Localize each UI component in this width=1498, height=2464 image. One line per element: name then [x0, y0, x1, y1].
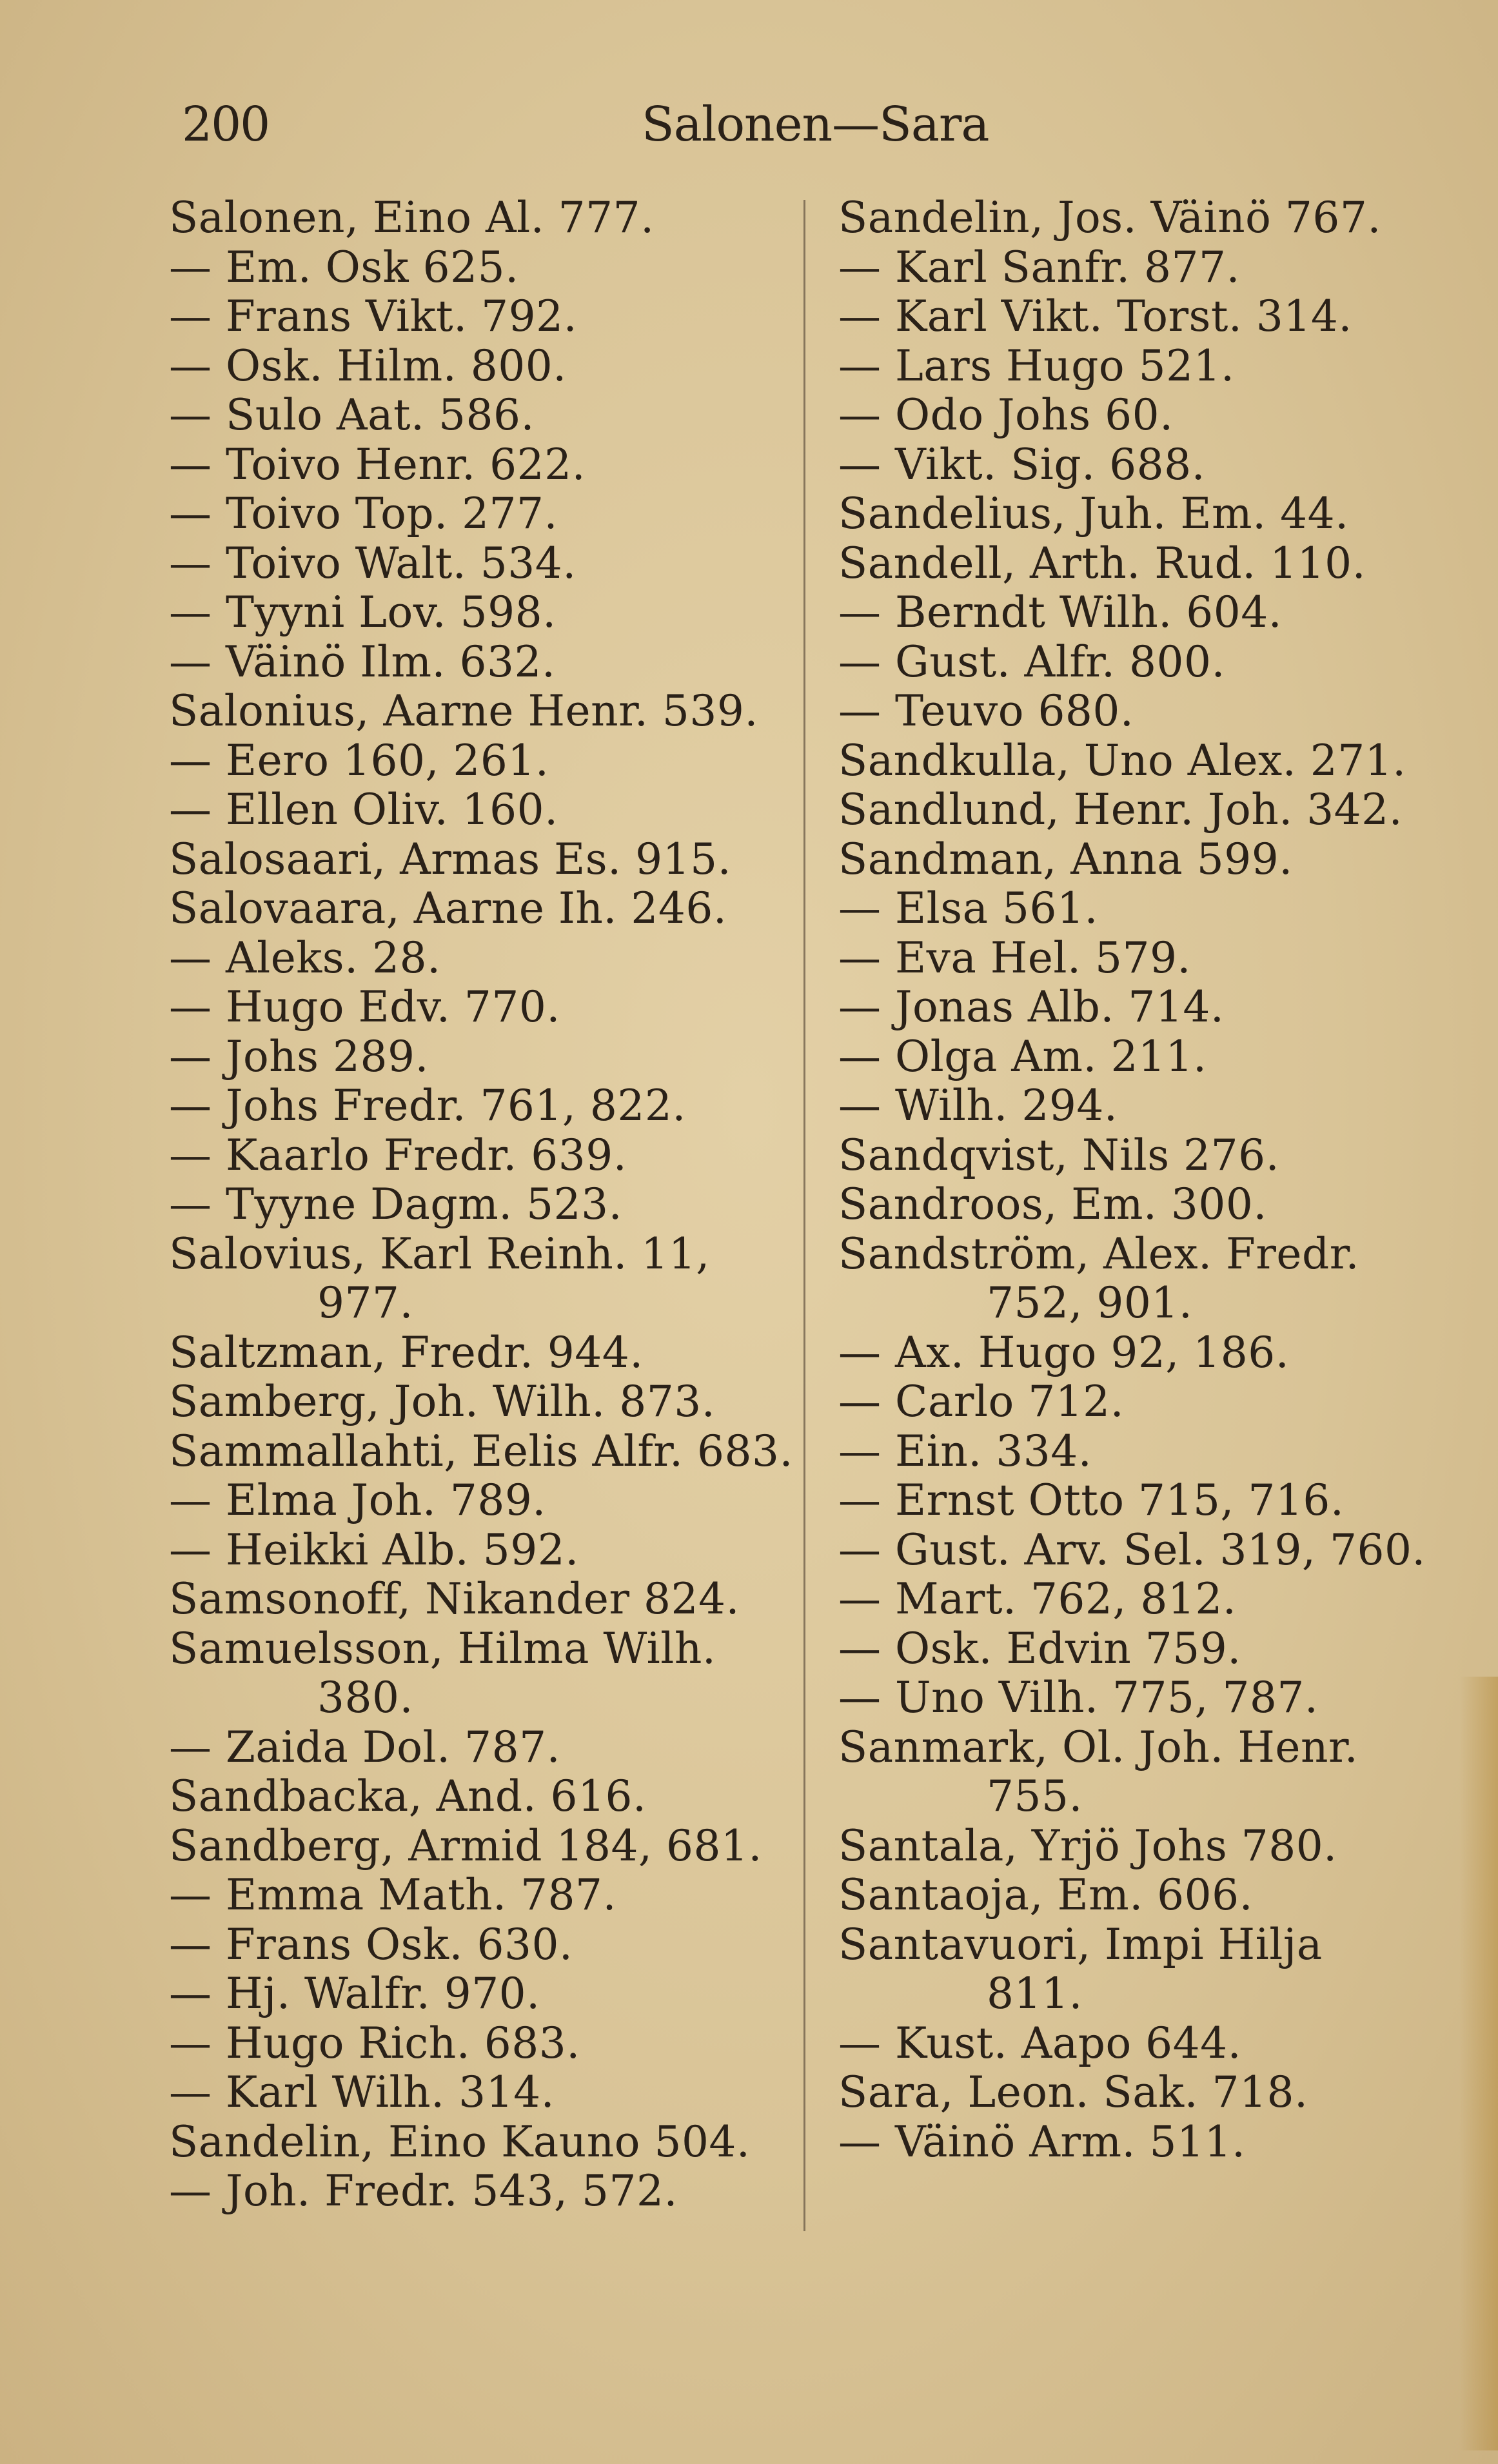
index-entry: — Ernst Otto 715, 716.	[838, 1475, 1345, 1525]
index-entry: — Karl Wilh. 314.	[169, 2067, 555, 2117]
index-entry-continuation: 755.	[987, 1771, 1083, 1821]
index-entry: Samuelsson, Hilma Wilh.	[169, 1623, 716, 1673]
right-column	[838, 193, 1457, 2167]
index-entry: — Heikki Alb. 592.	[169, 1524, 579, 1575]
index-entry: Sandelin, Jos. Väinö 767.	[838, 193, 1381, 242]
index-entry: Sandelin, Eino Kauno 504.	[169, 2116, 751, 2167]
index-entry: Sandbacka, And. 616.	[169, 1771, 647, 1821]
index-entry: — Osk. Hilm. 800.	[169, 340, 567, 391]
index-entry: — Ellen Oliv. 160.	[169, 785, 558, 834]
page-number: 200	[182, 97, 270, 152]
index-entry: Salonen, Eino Al. 777.	[169, 193, 655, 242]
index-entry: — Eva Hel. 579.	[838, 932, 1191, 983]
index-entry: — Osk. Edvin 759.	[838, 1623, 1241, 1673]
index-entry: — Jonas Alb. 714.	[838, 982, 1225, 1032]
index-entry: — Zaida Dol. 787.	[169, 1722, 561, 1772]
index-entry: — Ax. Hugo 92, 186.	[838, 1327, 1290, 1377]
index-entry: Salovaara, Aarne Ih. 246.	[169, 883, 727, 933]
index-entry: — Hugo Rich. 683.	[169, 2018, 580, 2068]
index-entry: — Aleks. 28.	[169, 932, 441, 983]
index-entry: — Teuvo 680.	[838, 686, 1134, 736]
index-entry: Sandström, Alex. Fredr.	[838, 1228, 1359, 1279]
index-entry: Sandlund, Henr. Joh. 342.	[838, 785, 1403, 834]
index-entry: — Frans Osk. 630.	[169, 1919, 573, 1969]
page-header	[0, 84, 1498, 155]
index-entry-continuation: 380.	[317, 1673, 413, 1722]
index-entry: Salonius, Aarne Henr. 539.	[169, 686, 758, 736]
index-entry-continuation: 752, 901.	[987, 1278, 1193, 1328]
index-entry: — Tyyne Dagm. 523.	[169, 1179, 623, 1229]
index-entry: — Väinö Ilm. 632.	[169, 636, 556, 687]
index-entry: Santala, Yrjö Johs 780.	[838, 1820, 1337, 1871]
running-head: Salonen—Sara	[642, 97, 989, 152]
index-entry: — Kaarlo Fredr. 639.	[169, 1130, 627, 1180]
index-entry: Saltzman, Fredr. 944.	[169, 1327, 644, 1377]
index-entry-continuation: 977.	[317, 1278, 413, 1328]
index-entry: Samberg, Joh. Wilh. 873.	[169, 1377, 716, 1426]
index-entry: — Olga Am. 211.	[838, 1031, 1207, 1081]
index-entry: — Tyyni Lov. 598.	[169, 587, 557, 637]
index-entry: — Väinö Arm. 511.	[838, 2116, 1246, 2167]
index-entry: — Berndt Wilh. 604.	[838, 587, 1283, 637]
index-entry: — Eero 160, 261.	[169, 735, 549, 785]
index-entry: Sanmark, Ol. Joh. Henr.	[838, 1722, 1359, 1772]
index-entry: Sandkulla, Uno Alex. 271.	[838, 735, 1406, 785]
index-entry: — Kust. Aapo 644.	[838, 2018, 1242, 2068]
index-entry: — Joh. Fredr. 543, 572.	[169, 2166, 678, 2216]
index-entry: Sara, Leon. Sak. 718.	[838, 2067, 1308, 2117]
index-entry: — Uno Vilh. 775, 787.	[838, 1673, 1319, 1722]
index-entry: Sandell, Arth. Rud. 110.	[838, 538, 1366, 588]
index-entry: Salovius, Karl Reinh. 11,	[169, 1228, 710, 1279]
index-entry: — Mart. 762, 812.	[838, 1574, 1237, 1624]
index-entry: — Hj. Walfr. 970.	[169, 1969, 540, 2018]
index-entry: — Emma Math. 787.	[169, 1870, 617, 1920]
index-entry: Sandroos, Em. 300.	[838, 1179, 1267, 1229]
index-entry: — Wilh. 294.	[838, 1081, 1118, 1130]
index-entry: Sandelius, Juh. Em. 44.	[838, 489, 1349, 538]
index-entry: — Toivo Walt. 534.	[169, 538, 577, 588]
index-entry: — Frans Vikt. 792.	[169, 291, 578, 341]
index-entry: Salosaari, Armas Es. 915.	[169, 834, 732, 884]
index-entry: — Em. Osk 625.	[169, 242, 519, 292]
index-entry: — Gust. Arv. Sel. 319, 760.	[838, 1524, 1426, 1575]
index-entry: — Toivo Henr. 622.	[169, 439, 586, 489]
index-entry: — Vikt. Sig. 688.	[838, 439, 1206, 489]
index-entry: — Johs 289.	[169, 1031, 429, 1081]
index-entry: — Ein. 334.	[838, 1426, 1092, 1476]
index-entry: Sandman, Anna 599.	[838, 834, 1293, 884]
index-entry: — Gust. Alfr. 800.	[838, 636, 1225, 687]
index-entry: Santavuori, Impi Hilja	[838, 1919, 1323, 1969]
index-entry: — Karl Vikt. Torst. 314.	[838, 291, 1352, 341]
index-entry: — Carlo 712.	[838, 1377, 1125, 1426]
column-divider	[803, 200, 805, 2231]
index-entry: — Johs Fredr. 761, 822.	[169, 1081, 686, 1130]
index-entry-continuation: 811.	[987, 1969, 1083, 2018]
index-entry: — Odo Johs 60.	[838, 390, 1174, 440]
left-column	[169, 193, 793, 2216]
index-entry: Sandberg, Armid 184, 681.	[169, 1820, 762, 1871]
index-entry: — Hugo Edv. 770.	[169, 982, 560, 1032]
index-entry: Sammallahti, Eelis Alfr. 683.	[169, 1426, 793, 1476]
index-entry: Sandqvist, Nils 276.	[838, 1130, 1280, 1180]
index-entry: — Karl Sanfr. 877.	[838, 242, 1240, 292]
index-entry: — Lars Hugo 521.	[838, 340, 1235, 391]
index-entry: Samsonoff, Nikander 824.	[169, 1574, 740, 1624]
index-entry: Santaoja, Em. 606.	[838, 1870, 1254, 1920]
index-entry: — Elma Joh. 789.	[169, 1475, 546, 1525]
index-entry: — Toivo Top. 277.	[169, 489, 558, 538]
paper-stain	[1459, 1677, 1498, 2450]
index-entry: — Elsa 561.	[838, 883, 1098, 933]
index-entry: — Sulo Aat. 586.	[169, 390, 535, 440]
